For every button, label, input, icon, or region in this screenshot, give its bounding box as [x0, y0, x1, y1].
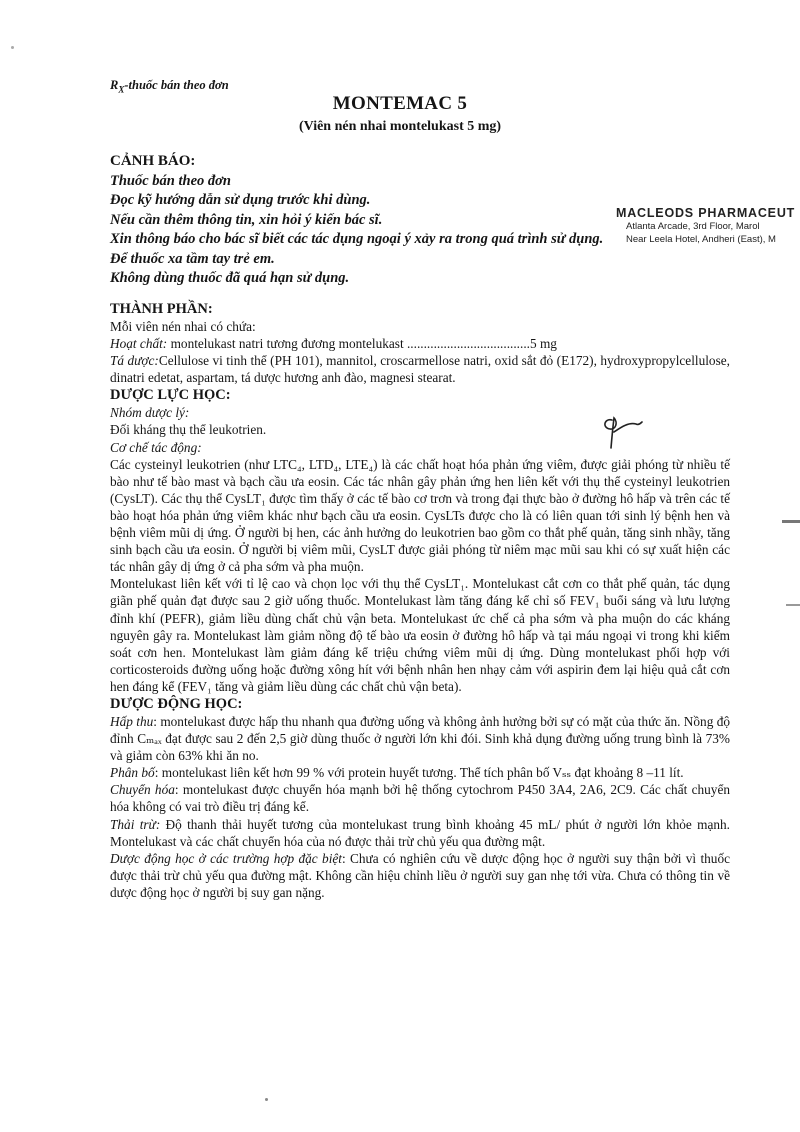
metabolism-paragraph: Chuyển hóa: montelukast được chuyển hóa mạnh bởi hệ thống cytochrom P450 3A4, 2A6, 2C9. Các chất chuyển hóa không có vai trò điều trị đáng kể.: [110, 782, 730, 815]
special-cases-paragraph: Dược động học ở các trường hợp đặc biệt: Chưa có nghiên cứu về dược động học ở người suy thận bởi vì thuốc được thải trừ chủ yếu qua đường mật. Không cần hiệu chỉnh liều ở người suy gan nhẹ tới vừa. Chưa có thông tin về dược động học ở người bị suy gan nặng.: [110, 850, 730, 900]
warning-line: Để thuốc xa tầm tay trẻ em.: [110, 250, 275, 267]
warning-line: Không dùng thuốc đã quá hạn sử dụng.: [110, 270, 350, 286]
warning-line: Thuốc bán theo đơn: [110, 172, 231, 189]
absorption-paragraph: Hấp thu: montelukast được hấp thu nhanh qua đường uống và không ảnh hưởng bởi sự có mặt của thức ăn. Nồng độ đỉnh Cₘₐₓ đạt được sau 2 đến 2,5 giờ dùng thuốc ở người lớn khi đói. Sinh khả dụng đường uống trung bình là 73% và giảm còn 63% khi ăn no.: [110, 713, 731, 764]
pharmacodynamics-heading: DƯỢC LỰC HỌC:: [110, 387, 231, 404]
prescription-note: $R_X$-thuốc bán theo đơn: [110, 78, 229, 95]
mechanism-paragraph: Các cysteinyl leukotrien (như LTC₄, LTD₄, LTE₄) là các chất hoạt hóa phản ứng viêm, được giải phóng từ nhiều tế bào như tế bào mast và bạch cầu ưa eosin. Các tác nhân gây phản ứng hen liên kết với thụ thể cysteinyl leukotrien (CysLT). Các thụ thể CysLT₁ được tìm thấy ở các tế bào cơ trơn và trong đại thực bào ở đường hô hấp và trên các tế bào hoạt hóa phản ứng viêm khác như bạch cầu ưa eosin. CysLTs được cho là có liên quan tới sinh lý bệnh hen và bệnh viêm mũi dị ứng. Ở người bị hen, các ảnh hưởng do leukotrien bao gồm co thắt phế quản, tăng sinh nhầy, tăng sinh bạch cầu ưa eosin. Ở người bị viêm mũi, CysLT được giải phóng từ niêm mạc mũi sau khi có sự xuất hiện các tác nhân gây dị ứng ở cả pha sớm và pha muộn.: [110, 456, 730, 575]
scan-edge-mark: [786, 604, 800, 606]
active-ingredient: Hoạt chất: montelukast natri tương đương montelukast .....................................5 mg: [110, 336, 557, 352]
scan-speck: [265, 1098, 268, 1101]
distribution-paragraph: Phân bố: montelukast liên kết hơn 99 % với protein huyết tương. Thể tích phân bố Vₛₛ đạt khoảng 8 –11 lít.: [110, 765, 684, 781]
company-address-line: Atlanta Arcade, 3rd Floor, Marol: [626, 221, 760, 232]
company-name: MACLEODS PHARMACEUT: [616, 206, 796, 220]
mechanism-label: Cơ chế tác động:: [110, 439, 202, 455]
document-body: [110, 300, 730, 901]
mechanism-paragraph: Montelukast liên kết với tỉ lệ cao và chọn lọc với thụ thể CysLT₁. Montelukast cắt cơn co thắt phế quản, tác dụng giãn phế quản đạt được sau 2 giờ uống thuốc. Montelukast làm tăng đáng kể chỉ số FEV₁ buổi sáng và lưu lượng đỉnh khí (PEFR), giảm liều dùng chất chủ vận beta. Montelukast ức chế cả pha sớm và pha muộn do các kháng nguyên gây ra. Montelukast làm giảm nồng độ tế bào ưa eosin ở đường hô hấp và tại máu ngoại vi trong khi kiểm soát cơn hen. Montelukast làm giảm đáng kể triệu chứng viêm mũi dị ứng. Dùng montelukast phối hợp với corticosteroids đường uống hoặc đường xông hít với bệnh nhân hen nhạy cảm với aspirin đem lại hiệu quả cắt cơn hen đáng kể (FEV₁ tăng và giảm liều dùng các chất chủ vận beta).: [110, 576, 730, 694]
company-address-line: Near Leela Hotel, Andheri (East), M: [626, 234, 776, 245]
excipients: Tá dược:Cellulose vi tinh thể (PH 101), mannitol, croscarmellose natri, oxid sắt đỏ (E172), hydroxypropylcellulose, dinatri edetat, aspartam, tá dược hương anh đào, magnesi stearat.: [110, 353, 730, 386]
company-stamp: [616, 206, 795, 246]
scan-speck: [11, 46, 14, 49]
warning-heading: CẢNH BÁO:: [110, 153, 196, 169]
pharmacokinetics-heading: DƯỢC ĐỘNG HỌC:: [110, 695, 243, 712]
composition-intro: Mỗi viên nén nhai có chứa:: [110, 319, 256, 334]
warning-line: Xin thông báo cho bác sĩ biết các tác dụng ngoại ý xảy ra trong quá trình sử dụng.: [110, 231, 604, 247]
product-subtitle: (Viên nén nhai montelukast 5 mg): [298, 119, 502, 134]
warning-line: Nếu cần thêm thông tin, xin hỏi ý kiến bác sĩ.: [110, 211, 383, 228]
warning-section: [110, 152, 603, 289]
pharmacologic-group: Đối kháng thụ thể leukotrien.: [110, 422, 267, 438]
product-title: MONTEMAC 5: [332, 93, 468, 114]
pharmacologic-group-label: Nhóm dược lý:: [110, 405, 190, 421]
warning-line: Đọc kỹ hướng dẫn sử dụng trước khi dùng.: [110, 192, 371, 208]
scan-edge-mark: [782, 520, 800, 523]
elimination-paragraph: Thải trừ: Độ thanh thải huyết tương của montelukast trung bình khoảng 45 mL/ phút ở người lớn khỏe mạnh. Montelukast và các chất chuyển hóa của nó được thải trừ chủ yếu qua đường mật.: [110, 816, 730, 849]
composition-heading: THÀNH PHẦN:: [110, 301, 213, 317]
handwritten-signature-mark: [598, 412, 646, 452]
